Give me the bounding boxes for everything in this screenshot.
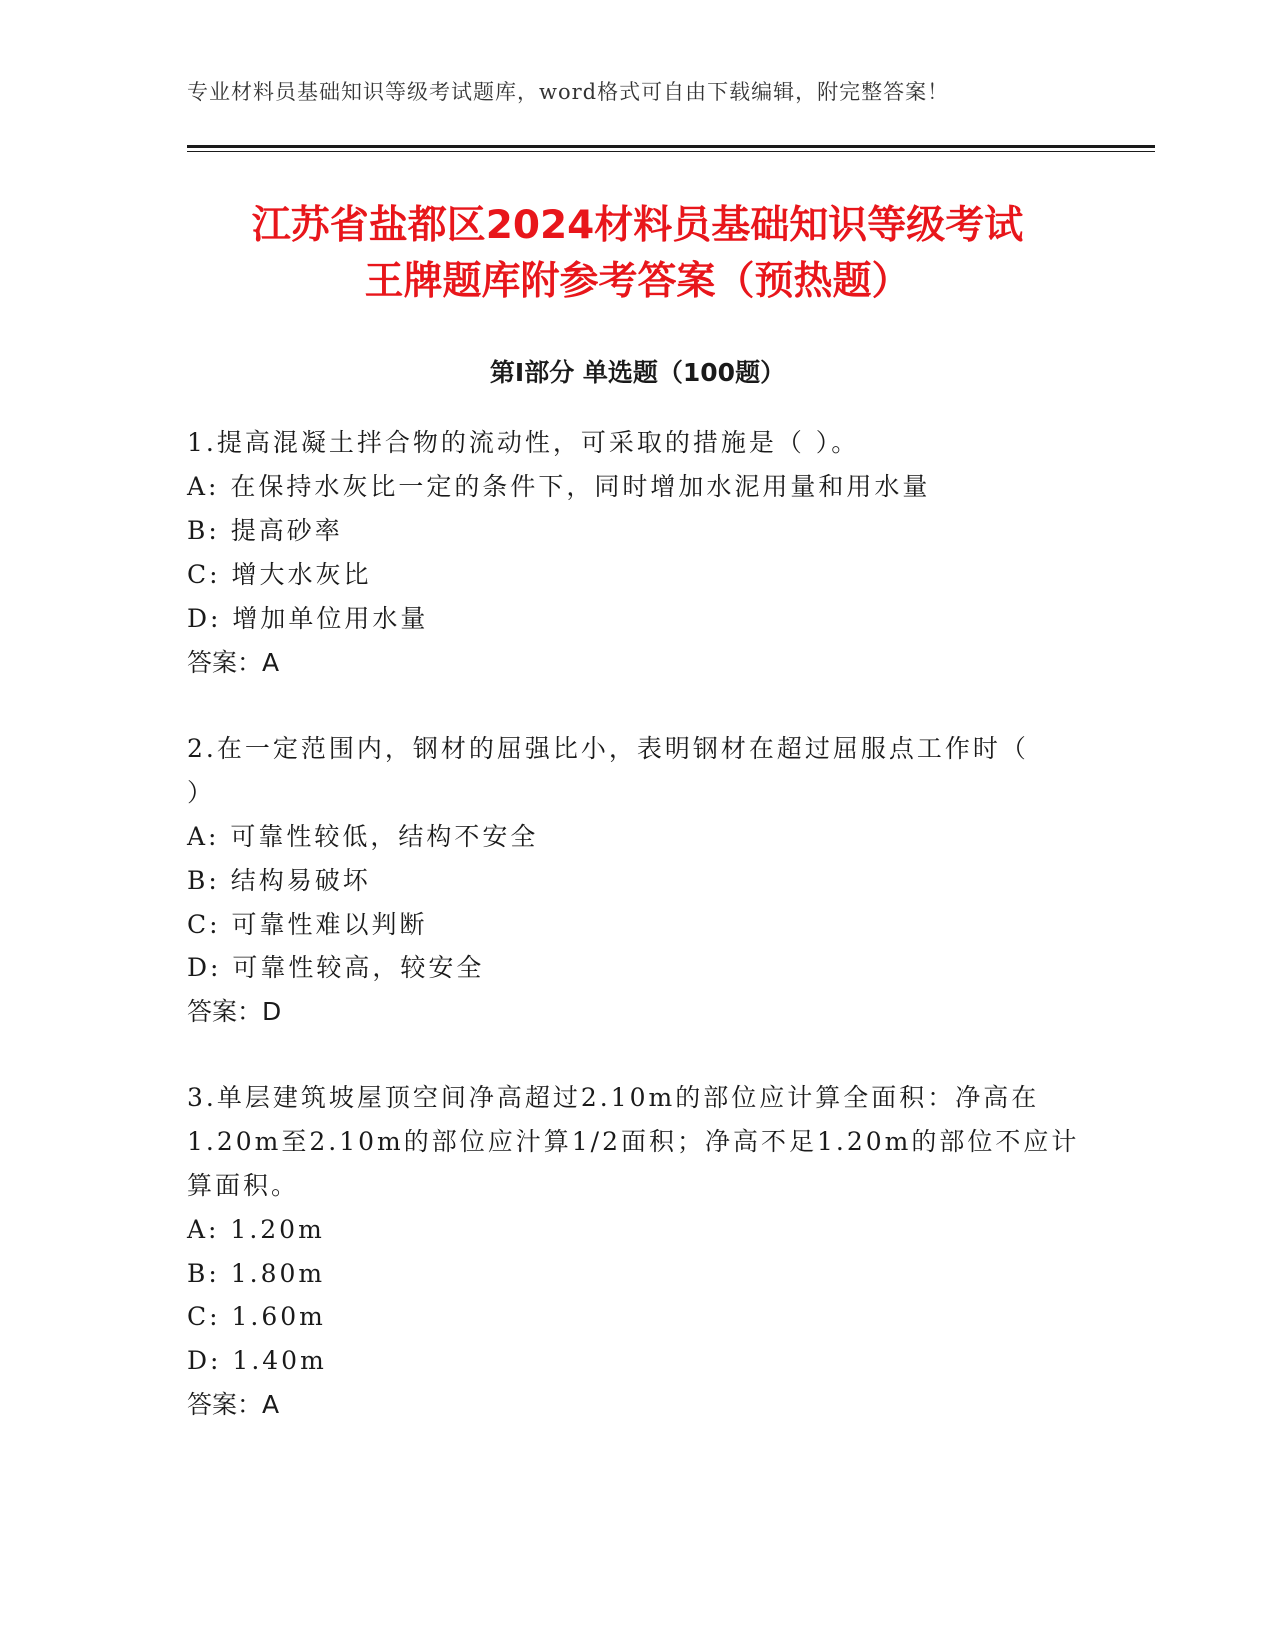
question-2-option-d: D: 可靠性较高，较安全 [187, 953, 485, 982]
header-note: 专业材料员基础知识等级考试题库，word格式可自由下载编辑，附完整答案！ [187, 80, 950, 104]
question-1-stem: 1.提高混凝土拌合物的流动性，可采取的措施是（ ）。 [187, 428, 860, 457]
document-title-line-1: 江苏省盐都区2024材料员基础知识等级考试 [251, 203, 1024, 248]
question-2-option-a: A: 可靠性较低，结构不安全 [187, 822, 539, 851]
question-1-option-c: C: 增大水灰比 [187, 560, 372, 589]
question-3-stem-line-1: 3.单层建筑坡屋顶空间净高超过2.10m的部位应计算全面积：净高在 [187, 1083, 1040, 1112]
document-title-line-2: 王牌题库附参考答案（预热题） [364, 259, 911, 304]
question-1-answer: 答案：A [187, 648, 280, 677]
question-3-option-a: A: 1.20m [187, 1215, 325, 1244]
question-1-option-b: B: 提高砂率 [187, 516, 343, 545]
section-heading: 第Ⅰ部分 单选题（100题） [489, 358, 786, 387]
question-3-option-d: D: 1.40m [187, 1346, 327, 1375]
question-2-option-c: C: 可靠性难以判断 [187, 910, 428, 939]
header-divider-thick [187, 145, 1155, 148]
question-3-stem-line-2: 1.20m至2.10m的部位应汁算1/2面积；净高不足1.20m的部位不应计 [187, 1127, 1080, 1156]
question-2-option-b: B: 结构易破坏 [187, 866, 371, 895]
header-divider-thin [187, 151, 1155, 152]
question-3-option-c: C: 1.60m [187, 1302, 326, 1331]
question-3-stem-line-3: 算面积。 [187, 1171, 300, 1200]
question-3-option-b: B: 1.80m [187, 1259, 326, 1288]
question-1-option-d: D: 增加单位用水量 [187, 604, 429, 633]
question-3-answer: 答案：A [187, 1390, 280, 1419]
question-2-answer: 答案：D [187, 997, 282, 1026]
question-2-stem-line-2: ） [187, 778, 216, 807]
question-1-option-a: A: 在保持水灰比一定的条件下，同时增加水泥用量和用水量 [187, 472, 931, 501]
question-2-stem-line-1: 2.在一定范围内，钢材的屈强比小，表明钢材在超过屈服点工作时（ [187, 734, 1029, 763]
